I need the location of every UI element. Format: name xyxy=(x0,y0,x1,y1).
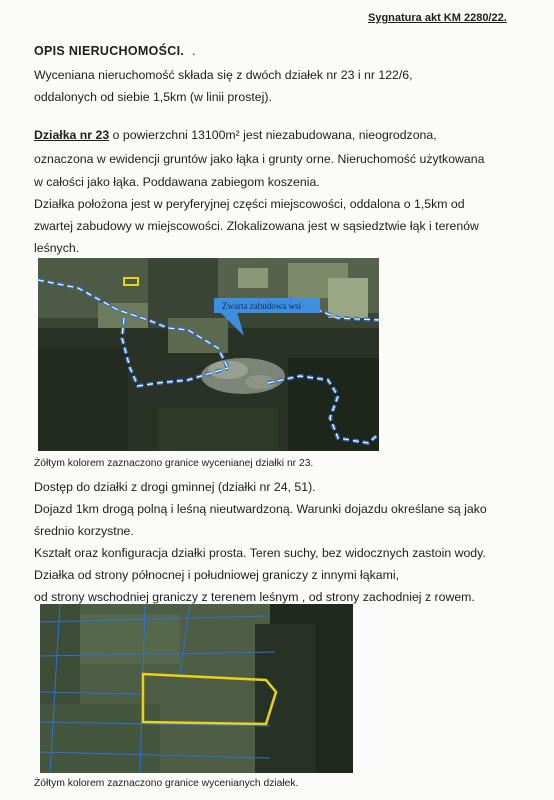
intro-line-1: Wyceniana nieruchomość składa się z dwóch działek nr 23 i nr 122/6, xyxy=(34,68,413,82)
parcel-line-4: Działka położona jest w peryferyjnej części miejscowości, oddalona o 1,5km od xyxy=(34,197,465,211)
parcel-line-1 xyxy=(34,128,437,142)
section-title-text: OPIS NIERUCHOMOŚCI. xyxy=(34,44,185,58)
parcel-heading: Działka nr 23 xyxy=(34,128,110,142)
caption-map-2: Żółtym kolorem zaznaczono granice wycenianych działek. xyxy=(34,778,299,789)
aerial-map-detail-image xyxy=(40,604,353,773)
section-title xyxy=(34,44,196,58)
case-signature: Sygnatura akt KM 2280/22. xyxy=(368,12,507,24)
parcel-line-6: leśnych. xyxy=(34,241,80,255)
parcel-text-1: o powierzchni 13100m² jest niezabudowana, nieogrodzona, xyxy=(109,128,437,142)
access-line-2: Dojazd 1km drogą polną i leśną nieutwardzoną. Warunki dojazdu określane są jako xyxy=(34,502,487,516)
aerial-map-detail xyxy=(40,604,353,773)
access-line-5: Działka od strony północnej i południowej graniczy z innymi łąkami, xyxy=(34,568,399,582)
access-line-4: Kształt oraz konfiguracja działki prosta. Teren suchy, bez widocznych zastoin wody. xyxy=(34,546,486,560)
parcel-line-3: w całości jako łąka. Poddawana zabiegom koszenia. xyxy=(34,175,320,189)
parcel-line-2: oznaczona w ewidencji gruntów jako łąka i grunty orne. Nieruchomość użytkowana xyxy=(34,152,485,166)
intro-line-2: oddalonych od siebie 1,5km (w linii prostej). xyxy=(34,90,272,104)
access-line-3: średnio korzystne. xyxy=(34,524,134,538)
aerial-map-overview xyxy=(38,258,379,451)
caption-map-1: Żółtym kolorem zaznaczono granice wycenianej działki nr 23. xyxy=(34,458,314,469)
map-label-dense-buildings: Zwarta zabudowa wsi xyxy=(222,301,301,311)
access-line-6: od strony wschodniej graniczy z terenem leśnym , od strony zachodniej z rowem. xyxy=(34,590,475,604)
aerial-map-overview-image xyxy=(38,258,379,451)
access-line-1: Dostęp do działki z drogi gminnej (działki nr 24, 51). xyxy=(34,480,316,494)
section-title-dots: . xyxy=(191,44,196,58)
parcel-line-5: zwartej zabudowy w miejscowości. Zlokalizowana jest w sąsiedztwie łąk i terenów xyxy=(34,219,479,233)
